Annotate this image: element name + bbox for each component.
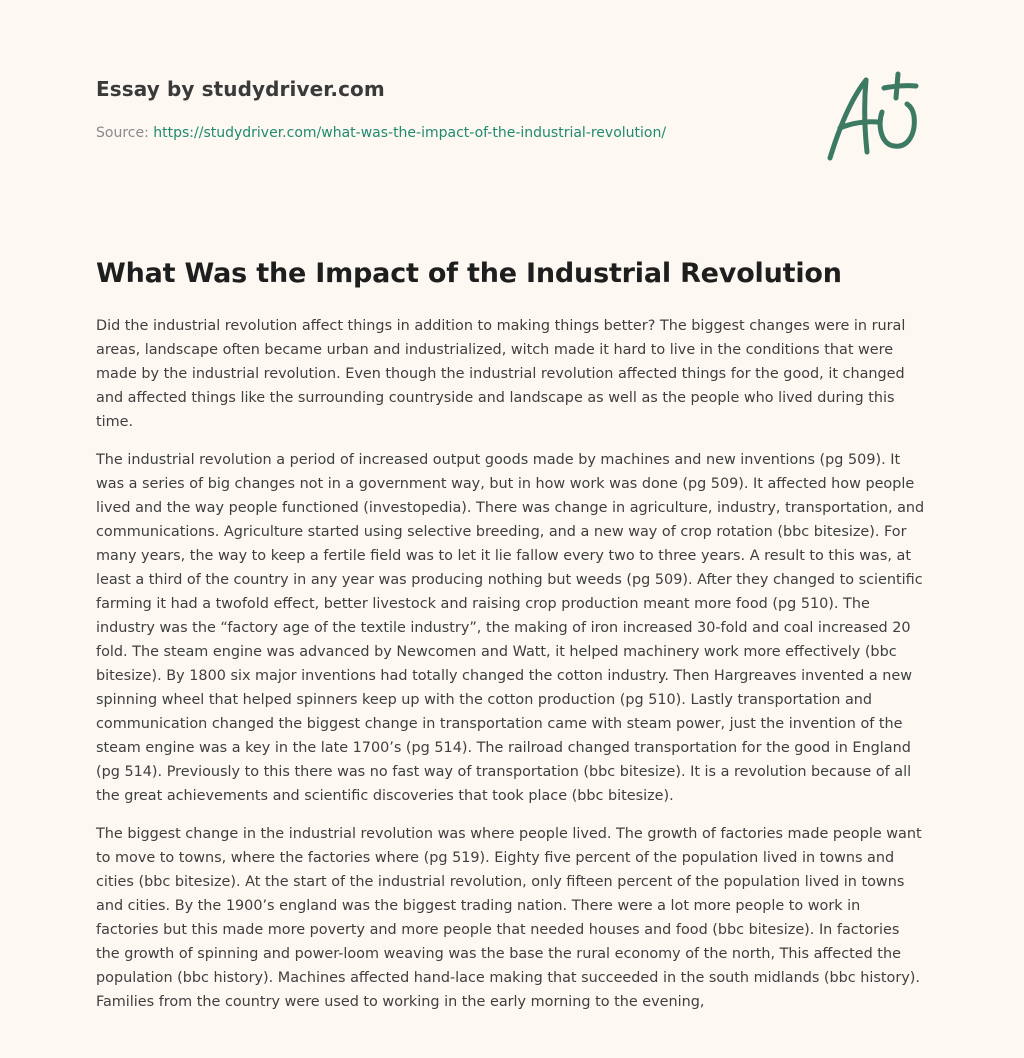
source-label: Source: [96,125,149,141]
essay-header [96,74,736,143]
essay-title: What Was the Impact of the Industrial Revolution [96,258,842,289]
brand-title: Essay by studydriver.com [96,77,385,101]
essay-paragraph: Did the industrial revolution affect things in addition to making things better? The biggest changes were in rural areas, landscape often became urban and industrialized, witch made it hard to live in the conditions that were made by the industrial revolution. Even though the industrial revolution affected things for the good, it changed and affected things like the surrounding countryside and landscape as well as the people who lived during this time. [96,318,906,430]
a-plus-logo-icon [822,66,928,166]
essay-body [96,314,926,1028]
source-link[interactable]: https://studydriver.com/what-was-the-impact-of-the-industrial-revolution/ [153,125,667,141]
source-line [96,123,736,143]
essay-paragraph: The biggest change in the industrial revolution was where people lived. The growth of factories made people want to move to towns, where the factories where (pg 519). Eighty five percent of the population lived in towns and cities (bbc bitesize). At the start of the industrial revolution, only fifteen percent of the population lived in towns and cities. By the 1900’s england was the biggest trading nation. There were a lot more people to work in factories but this made more poverty and more people that needed houses and food (bbc bitesize). In factories the growth of spinning and power-loom weaving was the base the rural economy of the north, This affected the population (bbc history). Machines affected hand-lace making that succeeded in the south midlands (bbc history). Families from the country were used to working in the early morning to the evening, [96,826,922,1010]
essay-paragraph: The industrial revolution a period of increased output goods made by machines and new inventions (pg 509). It was a series of big changes not in a government way, but in how work was done (pg 509). It affected how people lived and the way people functioned (investopedia). There was change in agriculture, industry, transportation, and communications. Agriculture started using selective breeding, and a new way of crop rotation (bbc bitesize). For many years, the way to keep a fertile field was to let it lie fallow every two to three years. A result to this was, at least a third of the country in any year was producing nothing but weeds (pg 509). After they changed to scientific farming it had a twofold effect, better livestock and raising crop production meant more food (pg 510). The industry was the “factory age of the textile industry”, the making of iron increased 30-fold and coal increased 20 fold. The steam engine was advanced by Newcomen and Watt, it helped machinery work more effectively (bbc bitesize). By 1800 six major inventions had totally changed the cotton industry. Then Hargreaves invented a new spinning wheel that helped spinners keep up with the cotton production (pg 510). Lastly transportation and communication changed the biggest change in transportation came with steam power, just the invention of the steam engine was a key in the late 1700’s (pg 514). The railroad changed transportation for the good in England (pg 514). Previously to this there was no fast way of transportation (bbc bitesize). It is a revolution because of all the great achievements and scientific discoveries that took place (bbc bitesize). [96,452,925,804]
